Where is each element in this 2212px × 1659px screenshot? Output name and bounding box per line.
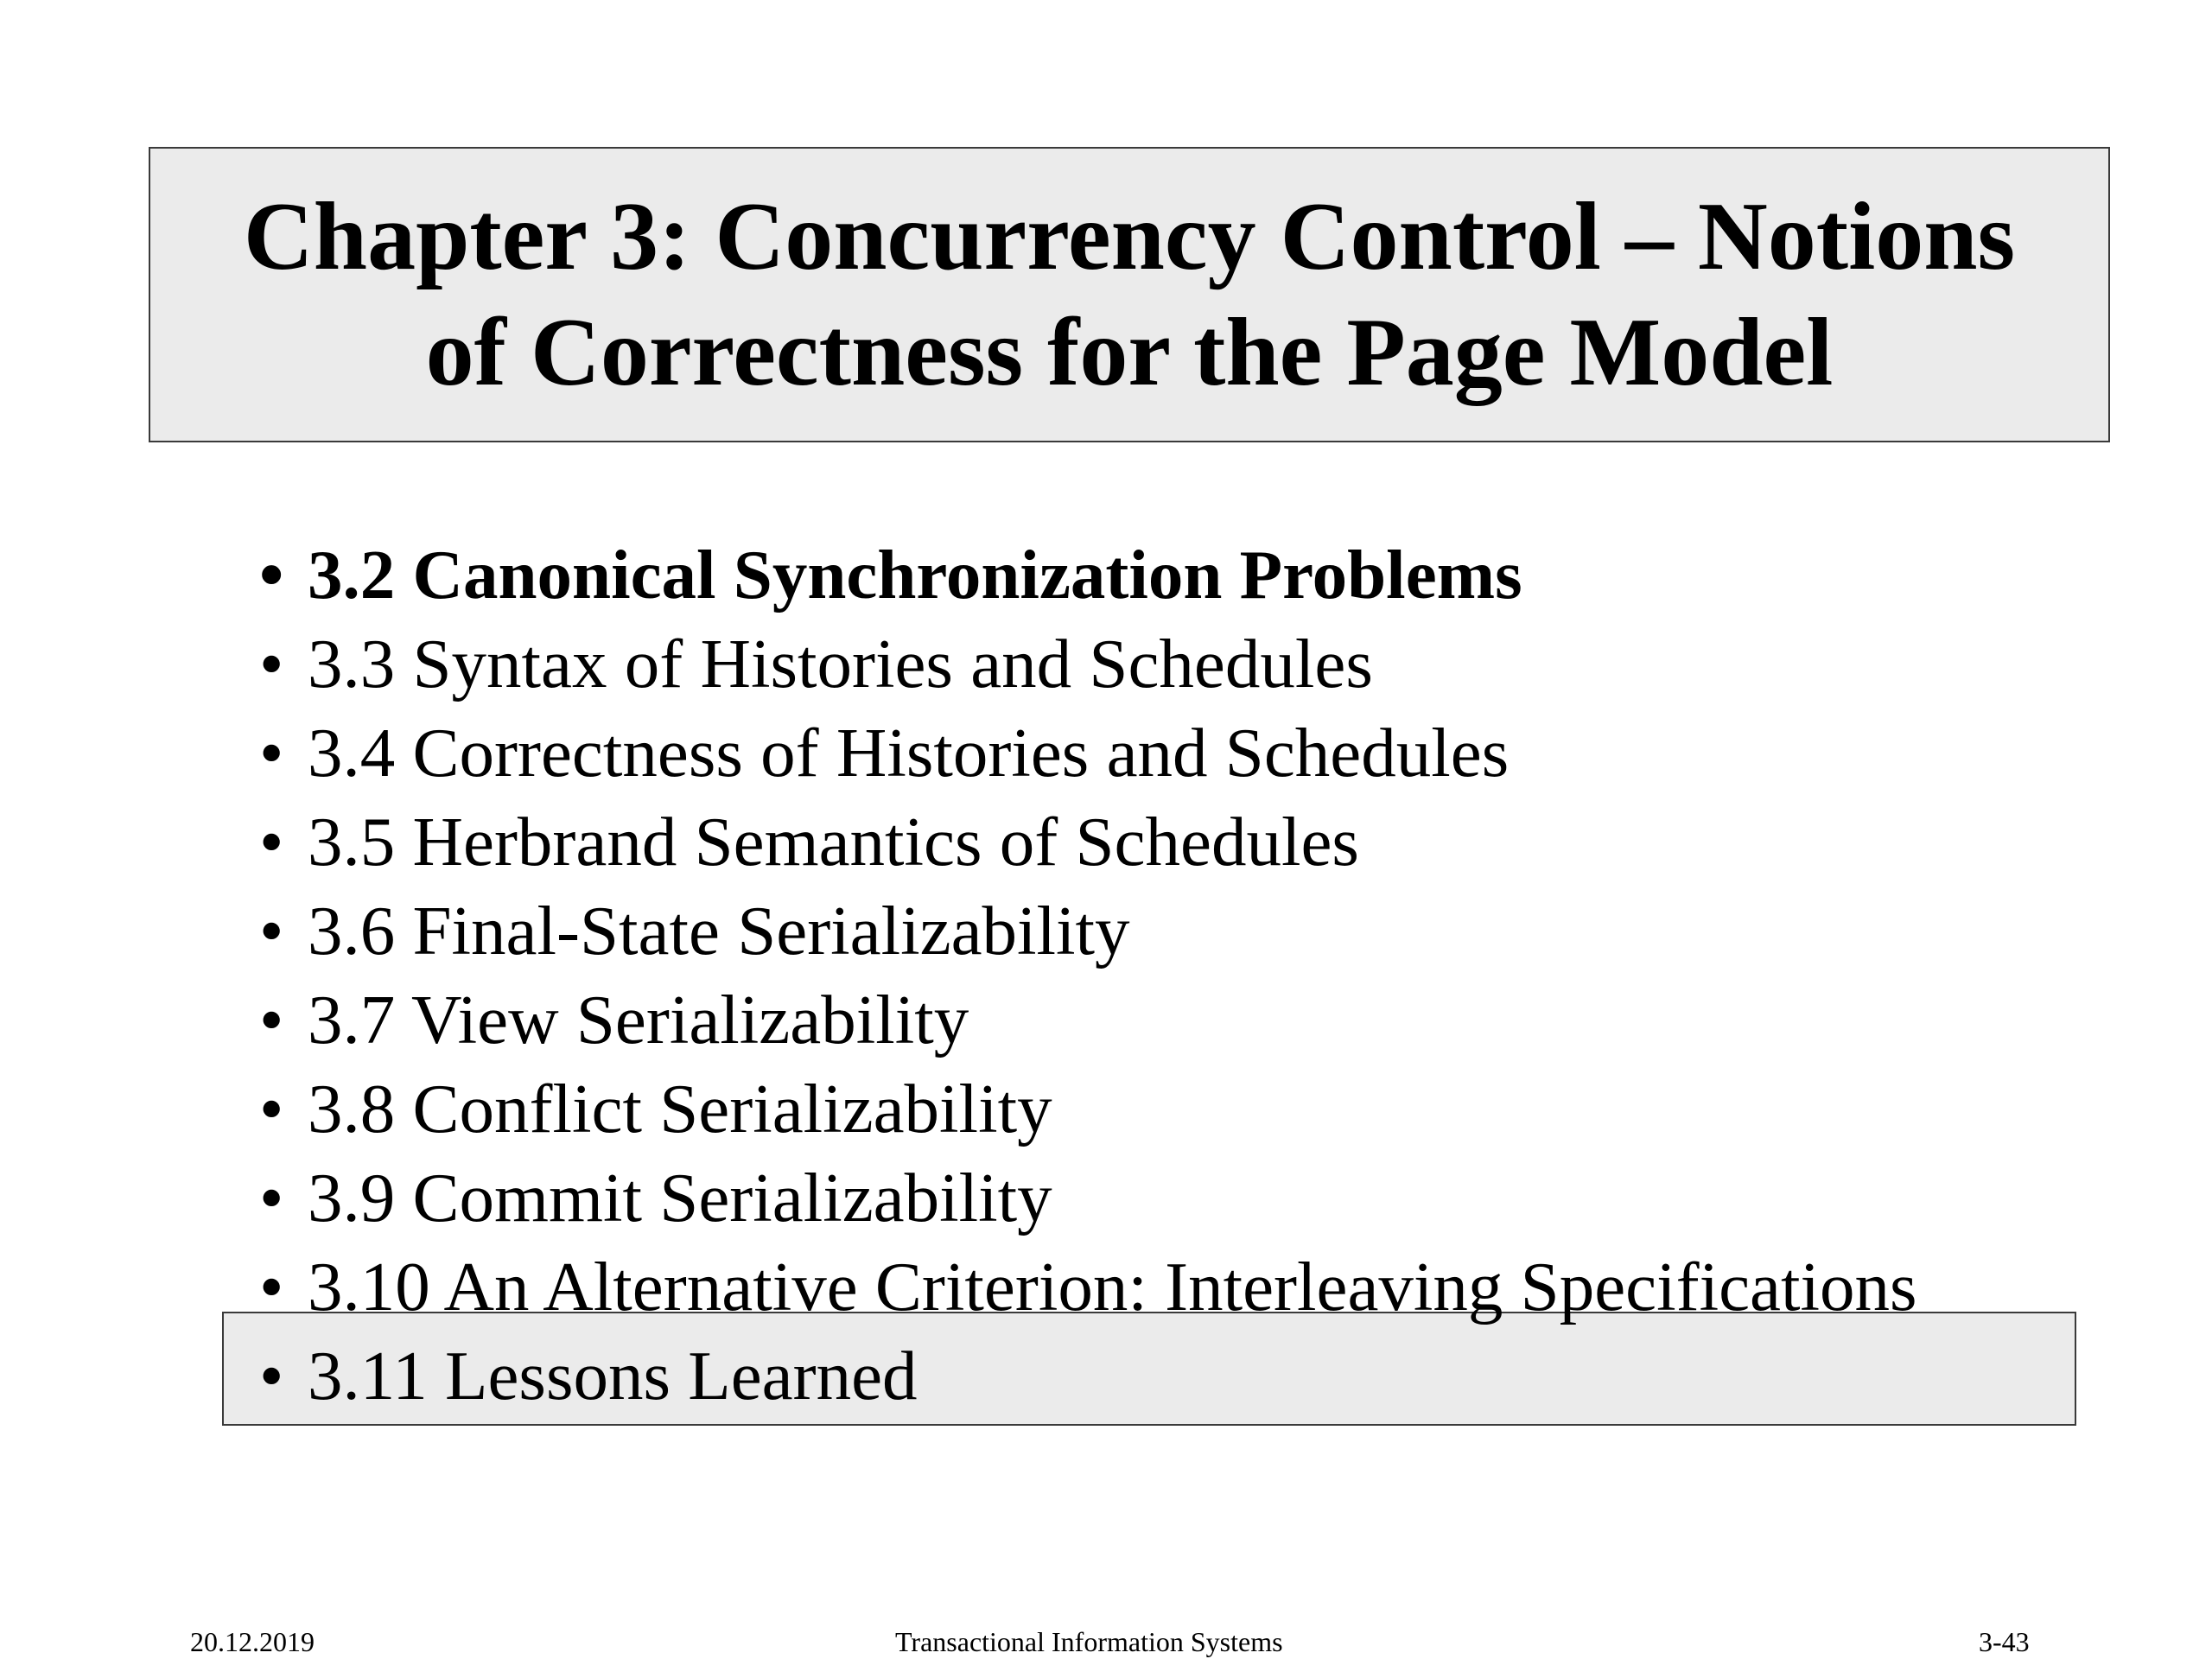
toc-item-3-10	[259, 1243, 1917, 1332]
toc-item-3-9	[259, 1154, 1917, 1243]
table-of-contents	[259, 531, 1917, 1421]
bullet-glyph: •	[259, 714, 284, 791]
toc-item-3-11	[259, 1332, 1917, 1421]
toc-item-label: 3.9 Commit Serializability	[308, 1159, 1052, 1236]
chapter-title-box	[149, 147, 2110, 442]
bullet-glyph: •	[259, 1248, 284, 1325]
toc-item-3-5	[259, 798, 1917, 887]
toc-item-3-8	[259, 1065, 1917, 1154]
chapter-title-line-1: Chapter 3: Concurrency Control – Notions	[243, 183, 2016, 290]
toc-item-3-4	[259, 709, 1917, 798]
bullet-glyph: •	[259, 1159, 284, 1236]
toc-item-3-2	[259, 531, 1917, 620]
chapter-title-line-2: of Correctness for the Page Model	[425, 299, 1834, 406]
footer-course-name: Transactional Information Systems	[895, 1626, 1283, 1657]
chapter-title	[244, 179, 2015, 410]
bullet-glyph: •	[259, 1337, 284, 1414]
toc-item-label: 3.8 Conflict Serializability	[308, 1070, 1052, 1147]
bullet-glyph: •	[259, 981, 284, 1058]
toc-item-3-7	[259, 976, 1917, 1065]
footer-date: 20.12.2019	[190, 1626, 315, 1657]
toc-item-label: 3.6 Final-State Serializability	[308, 892, 1130, 969]
toc-item-label: 3.3 Syntax of Histories and Schedules	[308, 625, 1373, 702]
bullet-glyph: •	[259, 536, 284, 613]
toc-item-label: 3.2 Canonical Synchronization Problems	[308, 536, 1522, 613]
footer-page-number: 3-43	[1979, 1626, 2030, 1657]
toc-item-3-3	[259, 620, 1917, 709]
bullet-glyph: •	[259, 1070, 284, 1147]
toc-item-label: 3.7 View Serializability	[308, 981, 969, 1058]
toc-item-label: 3.4 Correctness of Histories and Schedules	[308, 714, 1510, 791]
bullet-glyph: •	[259, 625, 284, 702]
bullet-glyph: •	[259, 892, 284, 969]
toc-item-3-6	[259, 887, 1917, 976]
toc-item-label: 3.10 An Alternative Criterion: Interleaving Specifications	[308, 1248, 1917, 1325]
bullet-glyph: •	[259, 803, 284, 880]
toc-item-label: 3.5 Herbrand Semantics of Schedules	[308, 803, 1359, 880]
toc-item-label: 3.11 Lessons Learned	[308, 1337, 918, 1414]
